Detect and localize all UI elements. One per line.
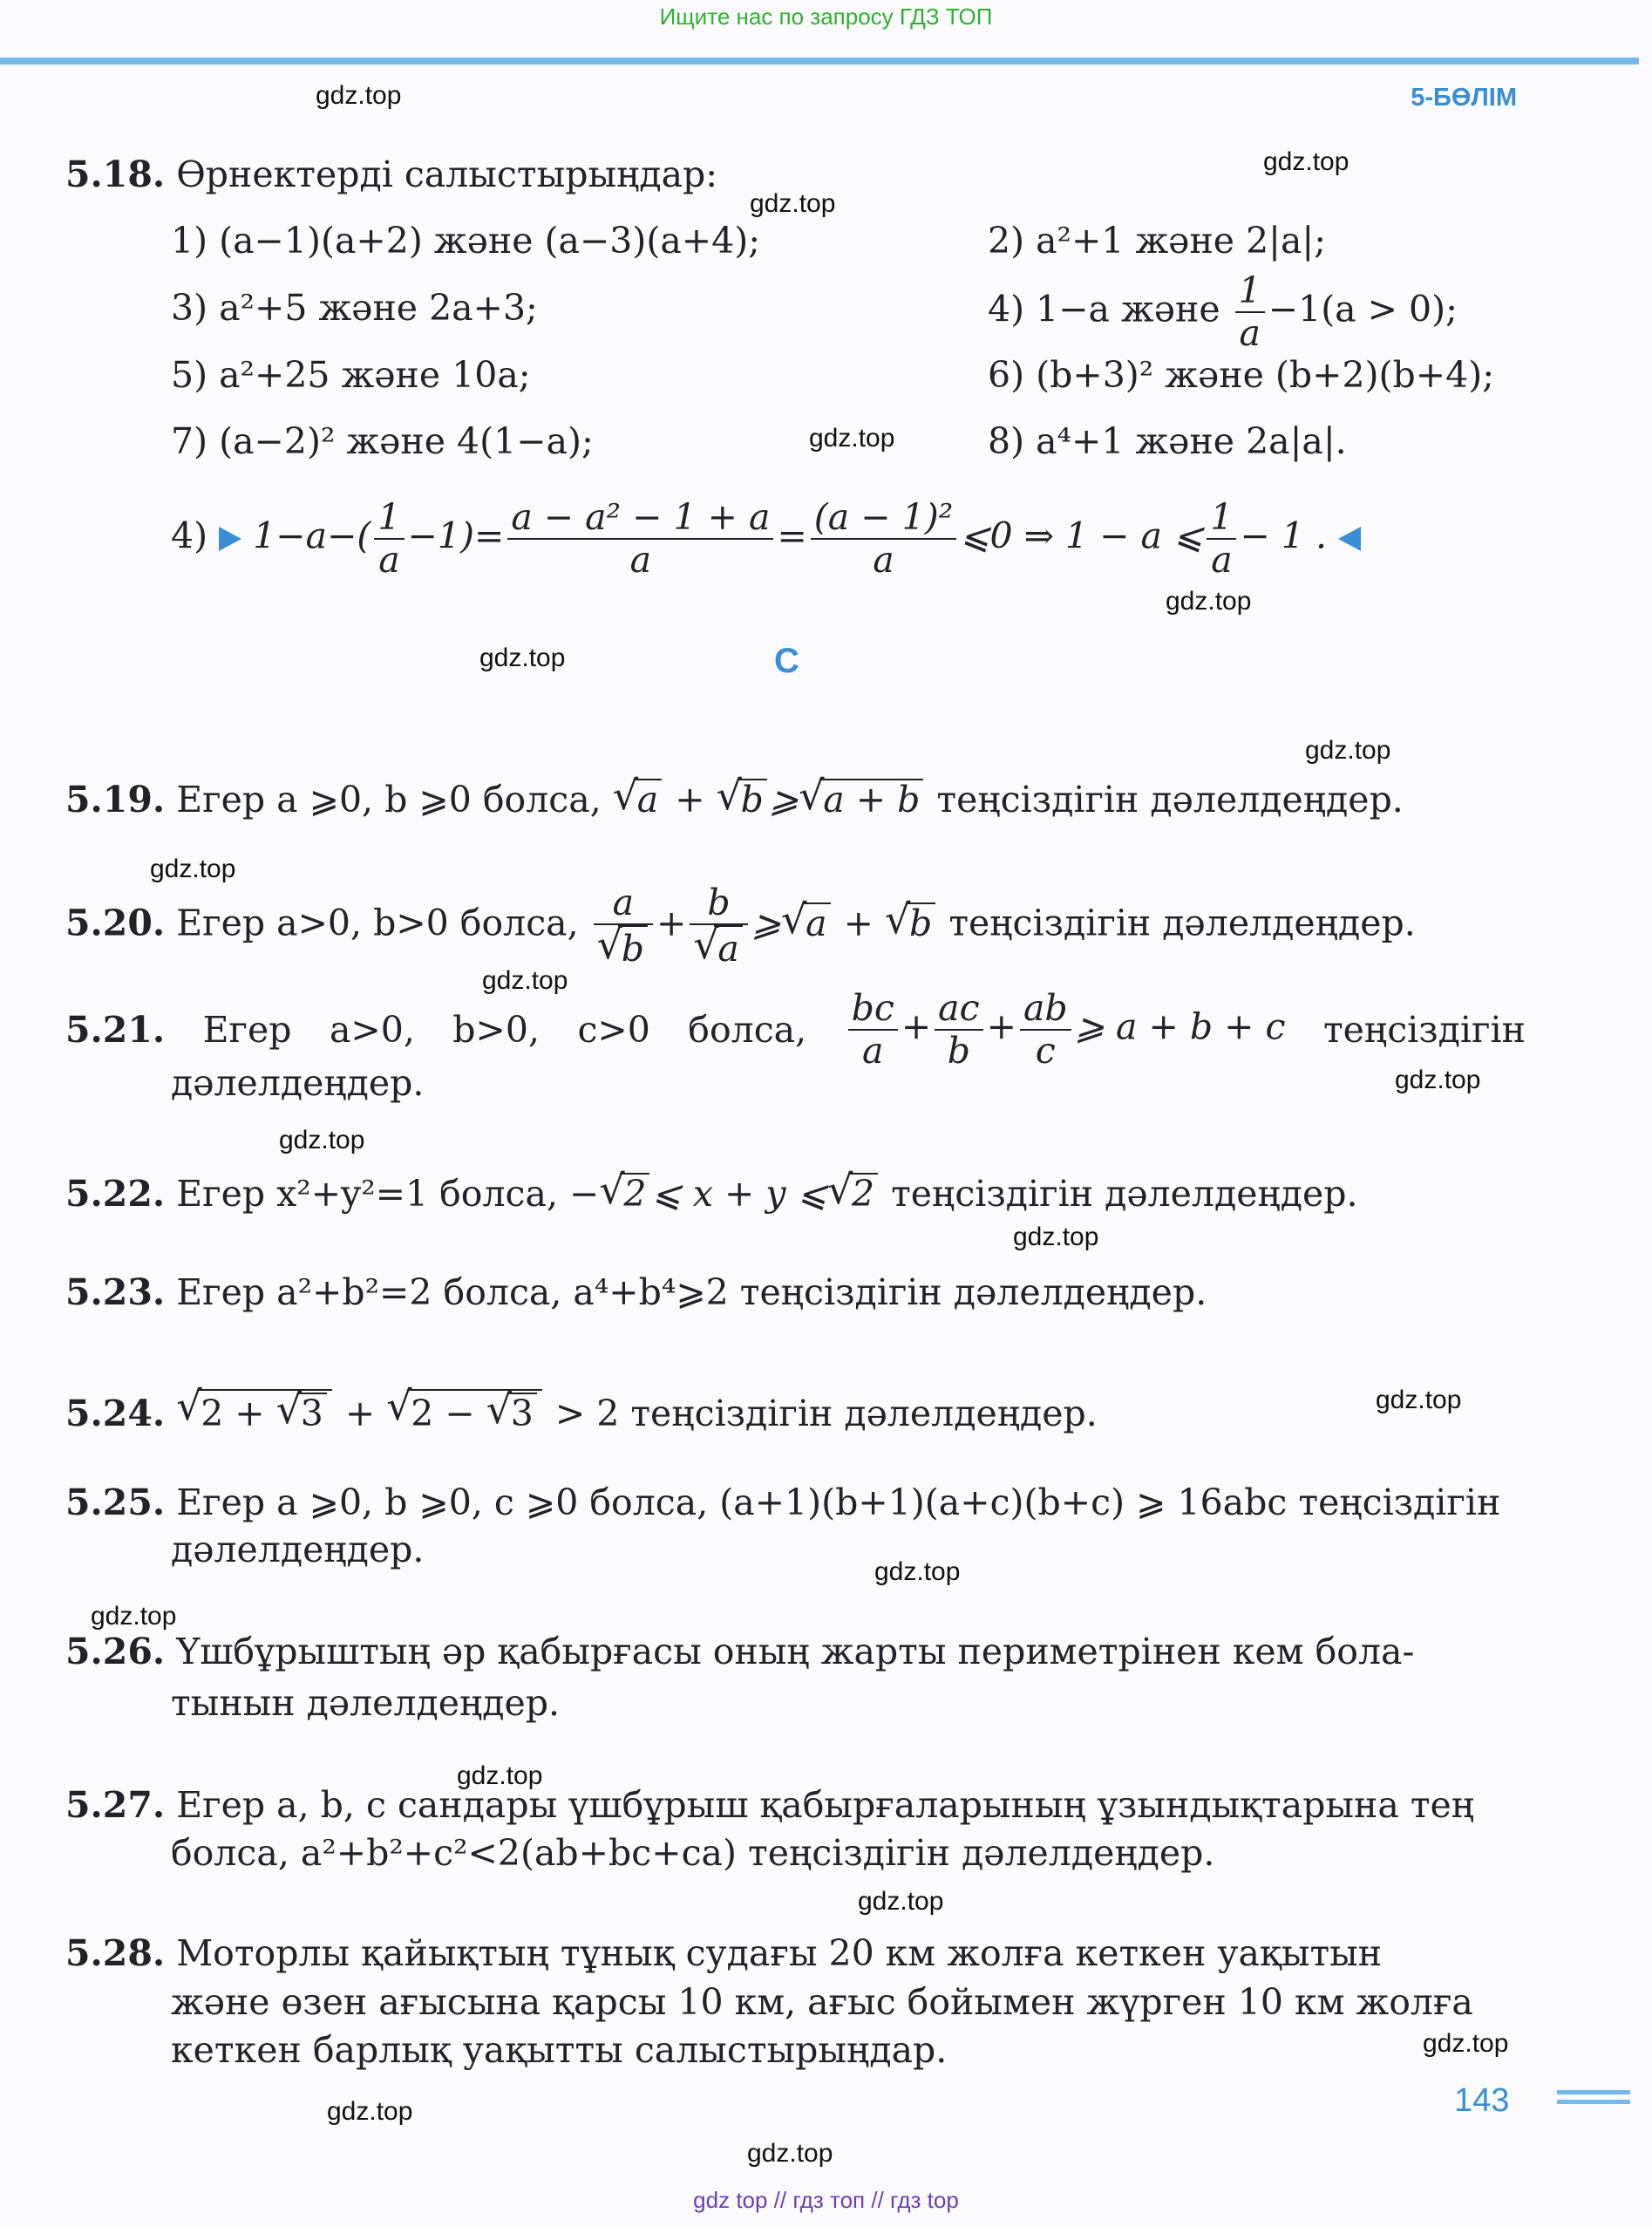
top-rule: [0, 58, 1639, 65]
watermark: gdz.top: [1263, 147, 1349, 176]
problem-5-20: 5.20. Егер a>0, b>0 болса, a √ b + b √ a ⩾√ a + √ b теңсіздігін дәлелдеңдер.: [65, 882, 1416, 970]
problem-5-18-item-5: 5) a²+25 және 10a;: [171, 354, 531, 396]
watermark: gdz.top: [858, 1887, 944, 1916]
problem-5-28-line-1: 5.28. Моторлы қайықтың тұнық судағы 20 км жолға кеткен уақытын: [65, 1932, 1383, 1974]
problem-5-18-item-3: 3) a²+5 және 2a+3;: [171, 287, 538, 329]
watermark: gdz.top: [747, 2139, 833, 2168]
solution-start-marker-icon: [219, 527, 241, 551]
watermark: gdz.top: [457, 1761, 543, 1790]
problem-5-18-heading: 5.18. Өрнектерді салыстырыңдар:: [65, 153, 718, 195]
problem-5-18-solution: 4) 1−a−( $\frac{1}{a}$ −1)= $\frac{\text{a − a² − 1 + a}}{a}$ = $\frac{\text{(a − 1)²}}{a}$ ⩽0 ⇒ 1 − a ⩽ $\frac{1}{a}$ − 1 .: [171, 497, 1361, 581]
watermark: gdz.top: [874, 1557, 961, 1586]
problem-5-19: 5.19. Егер a ⩾0, b ⩾0 болса, √ a + √ b ⩾√ a + b теңсіздігін дәлелдеңдер.: [65, 779, 1404, 818]
watermark: gdz.top: [1395, 1066, 1481, 1094]
section-label: 5-БӨЛІМ: [1411, 84, 1517, 112]
section-c-label: C: [774, 642, 799, 680]
top-banner: Ищите нас по запросу ГДЗ ТОП: [659, 3, 993, 30]
watermark: gdz.top: [1013, 1222, 1099, 1251]
fraction-one-over-a: $\frac{1}{a}$: [1235, 270, 1265, 354]
page-decoration: [1557, 2090, 1630, 2109]
problem-5-18-item-2: 2) a²+1 және 2|a|;: [988, 220, 1327, 262]
problem-5-27-line-2: болса, a²+b²+c²<2(ab+bc+ca) теңсіздігін дәлелдеңдер.: [171, 1832, 1215, 1874]
solution-end-marker-icon: [1338, 527, 1361, 551]
problem-5-18-item-7: 7) (a−2)² және 4(1−a);: [171, 420, 594, 462]
watermark: gdz.top: [809, 424, 895, 453]
problem-5-18-item-8: 8) a⁴+1 және 2a|a|.: [988, 420, 1347, 462]
problem-5-25-line-2: дәлелдеңдер.: [171, 1529, 425, 1570]
watermark: gdz.top: [327, 2097, 413, 2126]
problem-5-21-line-2: дәлелдеңдер.: [171, 1062, 425, 1104]
watermark: gdz.top: [150, 855, 236, 883]
watermark: gdz.top: [316, 81, 402, 110]
watermark: gdz.top: [1376, 1386, 1462, 1414]
watermark: gdz.top: [1166, 587, 1252, 616]
page-number: 143: [1454, 2082, 1510, 2119]
watermark: gdz.top: [479, 644, 566, 672]
problem-5-26-line-1: 5.26. Үшбұрыштың әр қабырғасы оның жарты периметрінен кем бола-: [65, 1631, 1415, 1672]
problem-5-24: 5.24. √ 2 + √ 3 + √ 2 − √ 3 > 2 теңсіздігін дәлелдеңдер.: [65, 1389, 1098, 1432]
watermark: gdz.top: [91, 1602, 177, 1631]
problem-5-23: 5.23. Егер a²+b²=2 болса, a⁴+b⁴⩾2 теңсіздігін дәлелдеңдер.: [65, 1271, 1207, 1313]
watermark: gdz.top: [1423, 2029, 1509, 2058]
problem-5-21-line-1: 5.21. Егер a>0, b>0, c>0 болса, $\frac{bc}{a}$ + $\frac{ac}{b}$ + $\frac{ab}{c}$ ⩾ a + b + c теңсіздігін: [65, 987, 1526, 1073]
bottom-banner: gdz top // гдз топ // гдз top: [693, 2187, 959, 2213]
problem-5-28-line-2: және өзен ағысына қарсы 10 км, ағыс бойымен жүрген 10 км жолға: [171, 1981, 1473, 2023]
watermark: gdz.top: [1305, 736, 1391, 765]
problem-5-25-line-1: 5.25. Егер a ⩾0, b ⩾0, c ⩾0 болса, (a+1)(b+1)(a+c)(b+c) ⩾ 16abc теңсіздігін: [65, 1481, 1501, 1523]
problem-5-28-line-3: кеткен барлық уақытты салыстырыңдар.: [171, 2029, 948, 2071]
watermark: gdz.top: [482, 966, 568, 995]
problem-5-18-item-1: 1) (a−1)(a+2) және (a−3)(a+4);: [171, 220, 761, 262]
problem-5-18-item-4: 4) 1−a және $\frac{1}{a}$ −1(a > 0);: [988, 269, 1458, 355]
watermark: gdz.top: [750, 189, 836, 218]
problem-5-26-line-2: тынын дәлелдеңдер.: [171, 1682, 561, 1724]
problem-5-22: 5.22. Егер x²+y²=1 болса, −√ 2 ⩽ x + y ⩽√ 2 теңсіздігін дәлелдеңдер.: [65, 1173, 1358, 1212]
problem-5-27-line-1: 5.27. Егер a, b, c сандары үшбұрыш қабырғаларының ұзындықтарына тең: [65, 1784, 1475, 1826]
watermark: gdz.top: [279, 1126, 365, 1154]
problem-5-18-item-6: 6) (b+3)² және (b+2)(b+4);: [988, 354, 1495, 396]
